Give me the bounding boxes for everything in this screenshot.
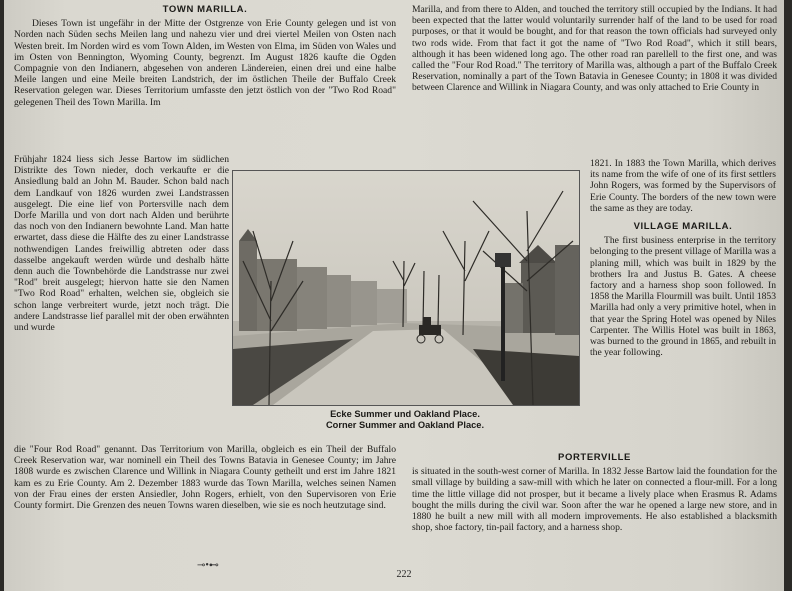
- left-column-bottom: [14, 444, 396, 511]
- right-column-bottom: [412, 452, 777, 533]
- town-marilla-wrap-paragraph: Frühjahr 1824 liess sich Jesse Bartow im südlichen Distrikte des Town nieder, doch verkaufte er die Ansiedlung bald an John M. Bauder. Schon bald nach dem Landkauf von 1826 wurden zwei Landstrassen ausgelegt. Die eine lief von Portersville nach dem Dorfe Marilla und von dort nach Alden und berührte das noch von den Indianern bewohnte Land. Man hatte erwartet, dass diese die Hälfte des zu einer Landstrasse nothwendigen Landes freiwillig abtreten oder dass dasselbe angekauft werden würde und deshalb hätte denn auch die Townbehörde die Landstrasse nur zwei "Rod" breit ausgelegt; hiervon hatte sie den Namen "Two Rod Road" erhalten, welchen sie, obgleich sie schon lange verbreitert wurde, jetzt noch trägt. Die andere Landstrasse lief parallel mit der oben erwähnten und wurde: [14, 154, 229, 334]
- town-marilla-bottom-paragraph: die "Four Rod Road" genannt. Das Territorium von Marilla, obgleich es ein Theil der Buffalo Creek Reservation war, war nominell ein Theil des Towns Batavia in Genesee County; im Jahre 1808 wurde es zwischen Clarence und Willink in Niagara County getheilt und erst im Jahre 1821 kam es zu Erie County. Am 2. Dezember 1883 wurde das Town Marilla, welches seinen Namen von der Frau eines der ersten Ansiedler, John Rogers, erhielt, von den Supervisoren von Erie County formirt. Die Grenzen des neuen Towns waren dieselben, wie sie es noch heutzutage sind.: [14, 444, 396, 512]
- town-marilla-heading: TOWN MARILLA.: [162, 4, 248, 15]
- english-town-paragraph: Marilla, and from there to Alden, and touched the territory still occupied by the Indians. It had been expected that the latter would voluntarily surrender half of the land to be used for road purposes, or that it would be bought, and for that reason the town officials had surveyed only two rods wide. From that fact it got the name of "Two Rod Road", which it still bears, although it has been widened long ago. The other road ran parellell to the first one, and was called the "Four Rod Road." The territory of Marilla was, although a part of the Buffalo Creek Reservation, nominally a part of the Town Batavia in Genesee County; in 1808 it was divided between Clarence and Willink in Niagara County, and was only attached to Erie County in: [412, 4, 777, 94]
- book-page: [4, 0, 784, 591]
- left-column-wrap: [14, 154, 229, 333]
- left-column-top: [14, 4, 396, 108]
- street-photograph: [232, 170, 580, 406]
- ornament-icon: ⊸•⊷: [197, 560, 219, 571]
- page-number: 222: [396, 569, 412, 580]
- right-column-top: [412, 4, 777, 94]
- porterville-paragraph: is situated in the south-west corner of Marilla. In 1832 Jesse Bartow laid the foundation for the small village by building a saw-mill with which he later on connected a flour-mill. For a long time the little village did not prosper, but it became a lively place when Erasmus R. Adams bought the mills during the civil war. Soon after the war he opened a large new store, and in 1880 he built a new mill with all modern improvements. He also established a blacksmith shop, shoe factory, tin-pail factory, and a harness shop.: [412, 466, 777, 534]
- village-marilla-paragraph: The first business enterprise in the territory belonging to the present village of Marilla was a planing mill, which was built in 1829 by the brothers Ira and Justus B. Gates. A cheese factory and a harness shop soon followed. In 1858 the Marilla Flourmill was built. Until 1853 Marilla had only a very primitive hotel, when in that year the Spring Hotel was opened by Niles Carpenter. The Willis Hotel was built in 1863, was burned to the ground in 1865, and rebuilt in the year following.: [590, 235, 777, 359]
- right-column-wrap: [590, 158, 776, 358]
- town-marilla-paragraph: Dieses Town ist ungefähr in der Mitte der Ostgrenze von Erie County gelegen und ist von Norden nach Süden sechs Meilen lang und nahezu vier und drei viertel Meilen von Osten nach Westen breit. Im Norden wird es vom Town Alden, im Westen von Elma, im Süden von Wales und im Osten von Bennington, Wyoming County, begrenzt. Im August 1826 kaufte die Ogden Compagnie von den Indianern, abgesehen von anderen Ländereien, einen drei und eine halbe Meile langen und eine Meile breiten Landstrich, der im östlichen Theile der Buffalo Creek Reservation gelegen war. Dieses Territorium umfasste den jetzt östlich von der "Two Rod Road" gelegenen Theil des Town Marilla. Im: [14, 18, 396, 108]
- photo-caption: [232, 409, 578, 431]
- english-town-continuation: 1821. In 1883 the Town Marilla, which derives its name from the wife of one of its first settlers John Rogers, was formed by the Supervisors of Erie County. The borders of the new town were the same as they are today.: [590, 158, 776, 214]
- caption-german: Ecke Summer und Oakland Place.: [330, 409, 480, 419]
- street-scene-illustration: [233, 171, 579, 405]
- caption-english: Corner Summer and Oakland Place.: [325, 420, 485, 430]
- village-marilla-heading: VILLAGE MARILLA.: [633, 221, 733, 233]
- porterville-heading: PORTERVILLE: [558, 452, 631, 463]
